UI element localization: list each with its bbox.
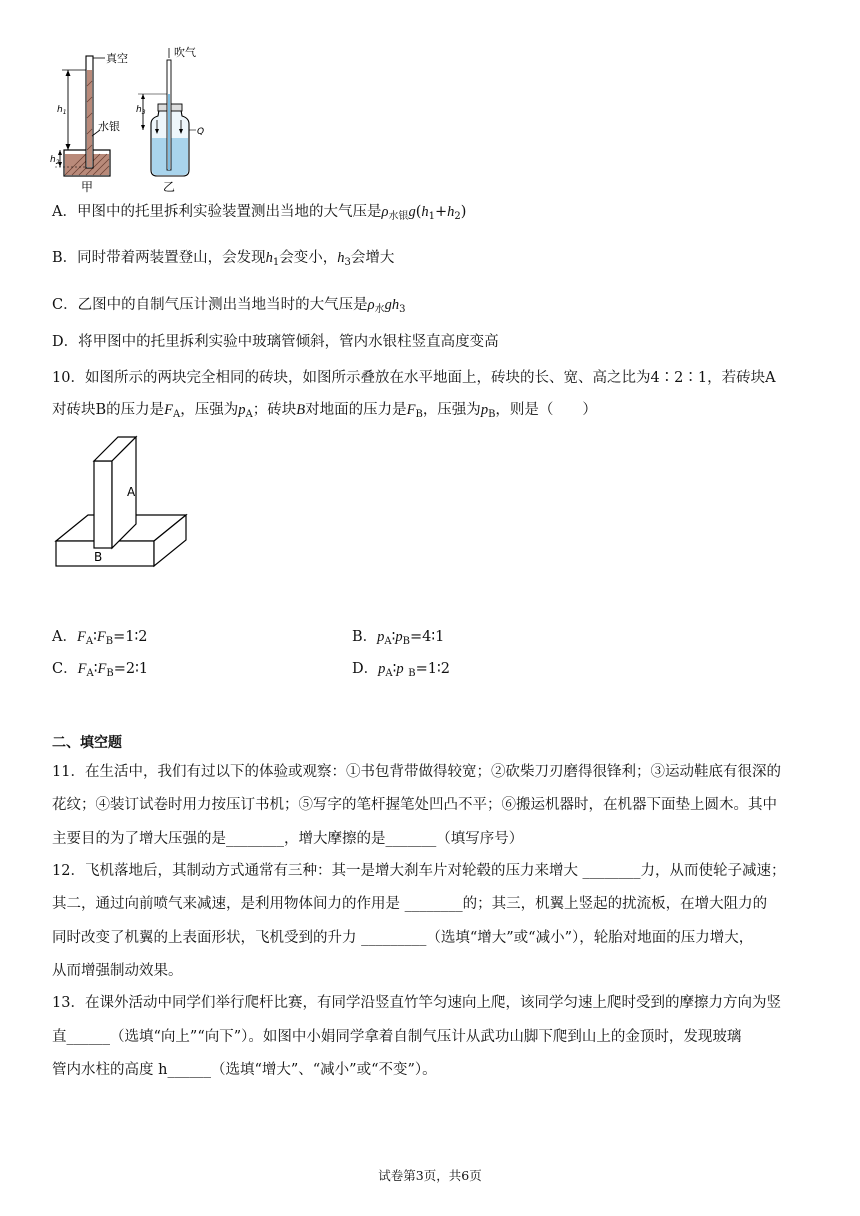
label-h3: $h_3$: [136, 105, 146, 116]
label-mercury: 水银: [98, 120, 120, 133]
q11-line2: 花纹；④装订试卷时用力按压订书机；⑤写字的笔杆握笔处凹凸不平；⑥搬运机器时，在机器下面垫上圆木。其中: [52, 797, 777, 813]
q9-option-b: B．同时带着两装置登山，会发现$h_1$会变小，$h_3$会增大: [52, 250, 395, 268]
label-h1: $h_1$: [57, 105, 67, 116]
torricelli-apparatus: [55, 56, 110, 176]
q10-option-d: D．$p_A∶p$ $_B$=1∶2: [352, 661, 450, 679]
page-footer: 试卷第3页，共6页: [378, 1168, 482, 1183]
q10-option-b: B．$p_A∶p_B=4∶1$: [352, 629, 445, 647]
label-blow: 吹气: [174, 46, 196, 59]
q9-option-d: D．将甲图中的托里拆利实验中玻璃管倾斜，管内水银柱竖直高度变高: [52, 334, 499, 350]
q13-line3: 管内水柱的高度 h______（选填“增大”、“减小”或“不变”）。: [52, 1062, 437, 1078]
q9-option-a: A．甲图中的托里拆利实验装置测出当地的大气压是$\rho_{水银}g(h_1+h_2)$: [52, 204, 467, 222]
q12-line1: 12．飞机落地后，其制动方式通常有三种：其一是增大刹车片对轮毂的压力来增大 ________力，从而使轮子减速；: [52, 863, 786, 879]
label-h2: $h_2$: [50, 155, 60, 166]
q11-line1: 11．在生活中，我们有过以下的体验或观察：①书包背带做得较宽；②砍柴刀刃磨得很锋利；③运动鞋底有很深的: [52, 764, 781, 780]
label-yi: 乙: [163, 180, 176, 194]
q10-stem-line2: 对砖块B的压力是$F_A$，压强为$p_A$；砖块B对地面的压力是$F_B$，压强为$p_B$，则是（ ）: [52, 402, 597, 420]
q9-option-c-formula: $\rho_水gh_3$: [367, 297, 406, 315]
q10-stem-line1: 10．如图所示的两块完全相同的砖块，如图所示叠放在水平地面上，砖块的长、宽、高之比为4∶2∶1，若砖块A: [52, 370, 776, 386]
label-Q: Q: [197, 127, 205, 137]
figure-bricks: [52, 434, 192, 574]
q13-line2: 直______（选填“向上”“向下”）。如图中小娟同学拿着自制气压计从武功山脚下爬到山上的金顶时，发现玻璃: [52, 1029, 742, 1045]
q11-line3: 主要目的为了增大压强的是________，增大摩擦的是_______（填写序号）: [52, 831, 524, 847]
label-vacuum: 真空: [106, 52, 128, 65]
q9-option-c: C．乙图中的自制气压计测出当地当时的大气压是$\rho_水gh_3$: [52, 297, 406, 315]
label-jia: 甲: [81, 180, 94, 194]
q12-line4: 从而增强制动效果。: [52, 963, 183, 979]
q13-line1: 13．在课外活动中同学们举行爬杆比赛，有同学沿竖直竹竿匀速向上爬，该同学匀速上爬时受到的摩擦力方向为竖: [52, 995, 781, 1011]
section-title: 二、填空题: [52, 735, 122, 751]
q10-option-c: C．$F_A∶F_B=2∶1$: [52, 661, 149, 679]
homemade-barometer: [138, 48, 196, 176]
q9-option-a-formula: $\rho_{水银}g(h_1+h_2)$: [381, 204, 467, 222]
q10-option-a: A．$F_A∶F_B=1∶2$: [52, 629, 148, 647]
brick-b-label: B: [94, 550, 103, 564]
brick-a-label: A: [127, 485, 136, 499]
q12-line3: 同时改变了机翼的上表面形状，飞机受到的升力 _________（选填“增大”或“减小”），轮胎对地面的压力增大，: [52, 930, 754, 946]
figure-barometers: [50, 46, 220, 194]
q12-line2: 其二，通过向前喷气来减速，是利用物体间力的作用是 ________的；其三，机翼上竖起的扰流板，在增大阻力的: [52, 896, 768, 912]
